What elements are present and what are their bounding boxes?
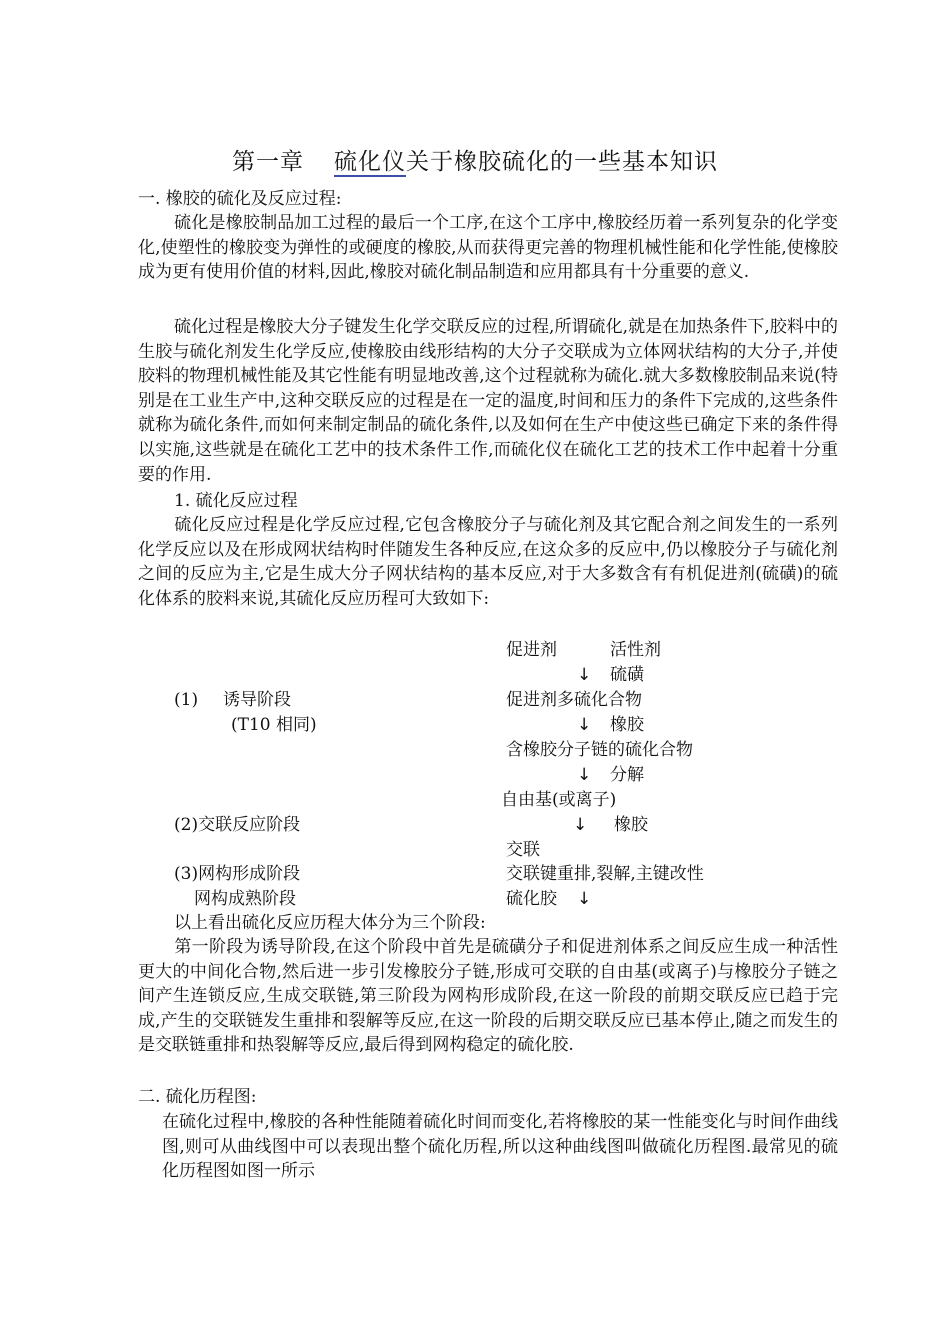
section-heading-2: 二. 硫化历程图: [138, 1087, 257, 1107]
scheme-polysulfide: 促进剂多硫化合物 [506, 690, 642, 710]
title-link[interactable]: 硫化仪 [334, 149, 406, 175]
down-arrow-icon: ↓ [577, 715, 592, 735]
paragraph-1: 硫化是橡胶制品加工过程的最后一个工序,在这个工序中,橡胶经历着一系列复杂的化学变化,使塑性的橡胶变为弹性的或硬度的橡胶,从而获得更完善的物理机械性能和化学性能,使橡胶成为更有使用价值的材料,因此,橡胶对硫化制品制造和应用都具有十分重要的意义. [138, 213, 838, 283]
scheme-accelerator: 促进剂 [506, 640, 557, 660]
paragraph-5: 在硫化过程中,橡胶的各种性能随着硫化时间而变化,若将橡胶的某一性能变化与时间作曲线图,则可从曲线图中可以表现出整个硫化历程,所以这种曲线图叫做硫化历程图.最常见的硫化历程图如图一所示 [162, 1112, 838, 1182]
down-arrow-icon: ↓ [577, 889, 592, 909]
paragraph-3: 硫化反应过程是化学反应过程,它包含橡胶分子与硫化剂及其它配合剂之间发生的一系列化学反应以及在形成网状结构时伴随发生各种反应,在这众多的反应中,仍以橡胶分子与硫化剂之间的反应为主,它是生成大分子网状结构的基本反应,对于大多数含有有机促进剂(硫磺)的硫化体系的胶料来说,其硫化反应历程可大致如下: [138, 515, 838, 609]
summary-line: 以上看出硫化反应历程大体分为三个阶段: [174, 913, 486, 933]
scheme-rubber-2: 橡胶 [614, 815, 648, 835]
scheme-vulcanizate: 硫化胶 [506, 889, 557, 909]
title-text: 关于橡胶硫化的一些基本知识 [406, 149, 718, 175]
paragraph-4: 第一阶段为诱导阶段,在这个阶段中首先是硫磺分子和促进剂体系之间反应生成一种活性更大的中间化合物,然后进一步引发橡胶分子链,形成可交联的自由基(或离子)与橡胶分子链之间产生连锁反应,生成交联链,第三阶段为网构形成阶段,在这一阶段的前期交联反应已趋于完成,产生的交联链发生重排和裂解等反应,在这一阶段的后期交联反应已基本停止,随之而发生的是交联链重排和热裂解等反应,最后得到网构稳定的硫化胶. [138, 937, 838, 1056]
scheme-rubber-1: 橡胶 [610, 715, 644, 735]
section-heading-1: 一. 橡胶的硫化及反应过程: [138, 189, 342, 209]
stage2-name: (2)交联反应阶段 [174, 815, 301, 835]
down-arrow-icon: ↓ [573, 815, 588, 835]
stage1-note: (T10 相同) [231, 715, 317, 735]
page-title [0, 143, 950, 176]
chapter-label: 第一章 [232, 149, 304, 175]
paragraph-2: 硫化过程是橡胶大分子键发生化学交联反应的过程,所谓硫化,就是在加热条件下,胶料中的生胶与硫化剂发生化学反应,使橡胶由线形结构的大分子交联成为立体网状结构的大分子,并使胶料的物理机械性能及其它性能有明显地改善,这个过程就称为硫化.就大多数橡胶制品来说(特别是在工业生产中,这种交联反应的过程是在一定的温度,时间和压力的条件下完成的,这些条件就称为硫化条件,而如何来制定制品的硫化条件,以及如何在生产中使这些已确定下来的条件得以实施,这些就是在硫化工艺中的技术条件工作,而硫化仪在硫化工艺的技术工作中起着十分重要的作用. [138, 317, 838, 485]
scheme-rearrange: 交联键重排,裂解,主键改性 [506, 864, 704, 884]
scheme-decompose: 分解 [610, 765, 644, 785]
stage1-name: 诱导阶段 [223, 690, 291, 710]
scheme-crosslink: 交联 [506, 840, 540, 860]
scheme-activator: 活性剂 [610, 640, 661, 660]
scheme-rubber-chain-sulfide: 含橡胶分子链的硫化合物 [506, 740, 693, 760]
stage1-number: (1) [174, 690, 199, 710]
scheme-free-radical: 自由基(或离子) [501, 790, 617, 810]
down-arrow-icon: ↓ [577, 665, 592, 685]
stage3-mature: 网构成熟阶段 [194, 889, 296, 909]
scheme-sulfur: 硫磺 [610, 665, 644, 685]
stage3-name: (3)网构形成阶段 [174, 864, 301, 884]
sub-heading-1: 1. 硫化反应过程 [174, 491, 298, 511]
down-arrow-icon: ↓ [577, 765, 592, 785]
